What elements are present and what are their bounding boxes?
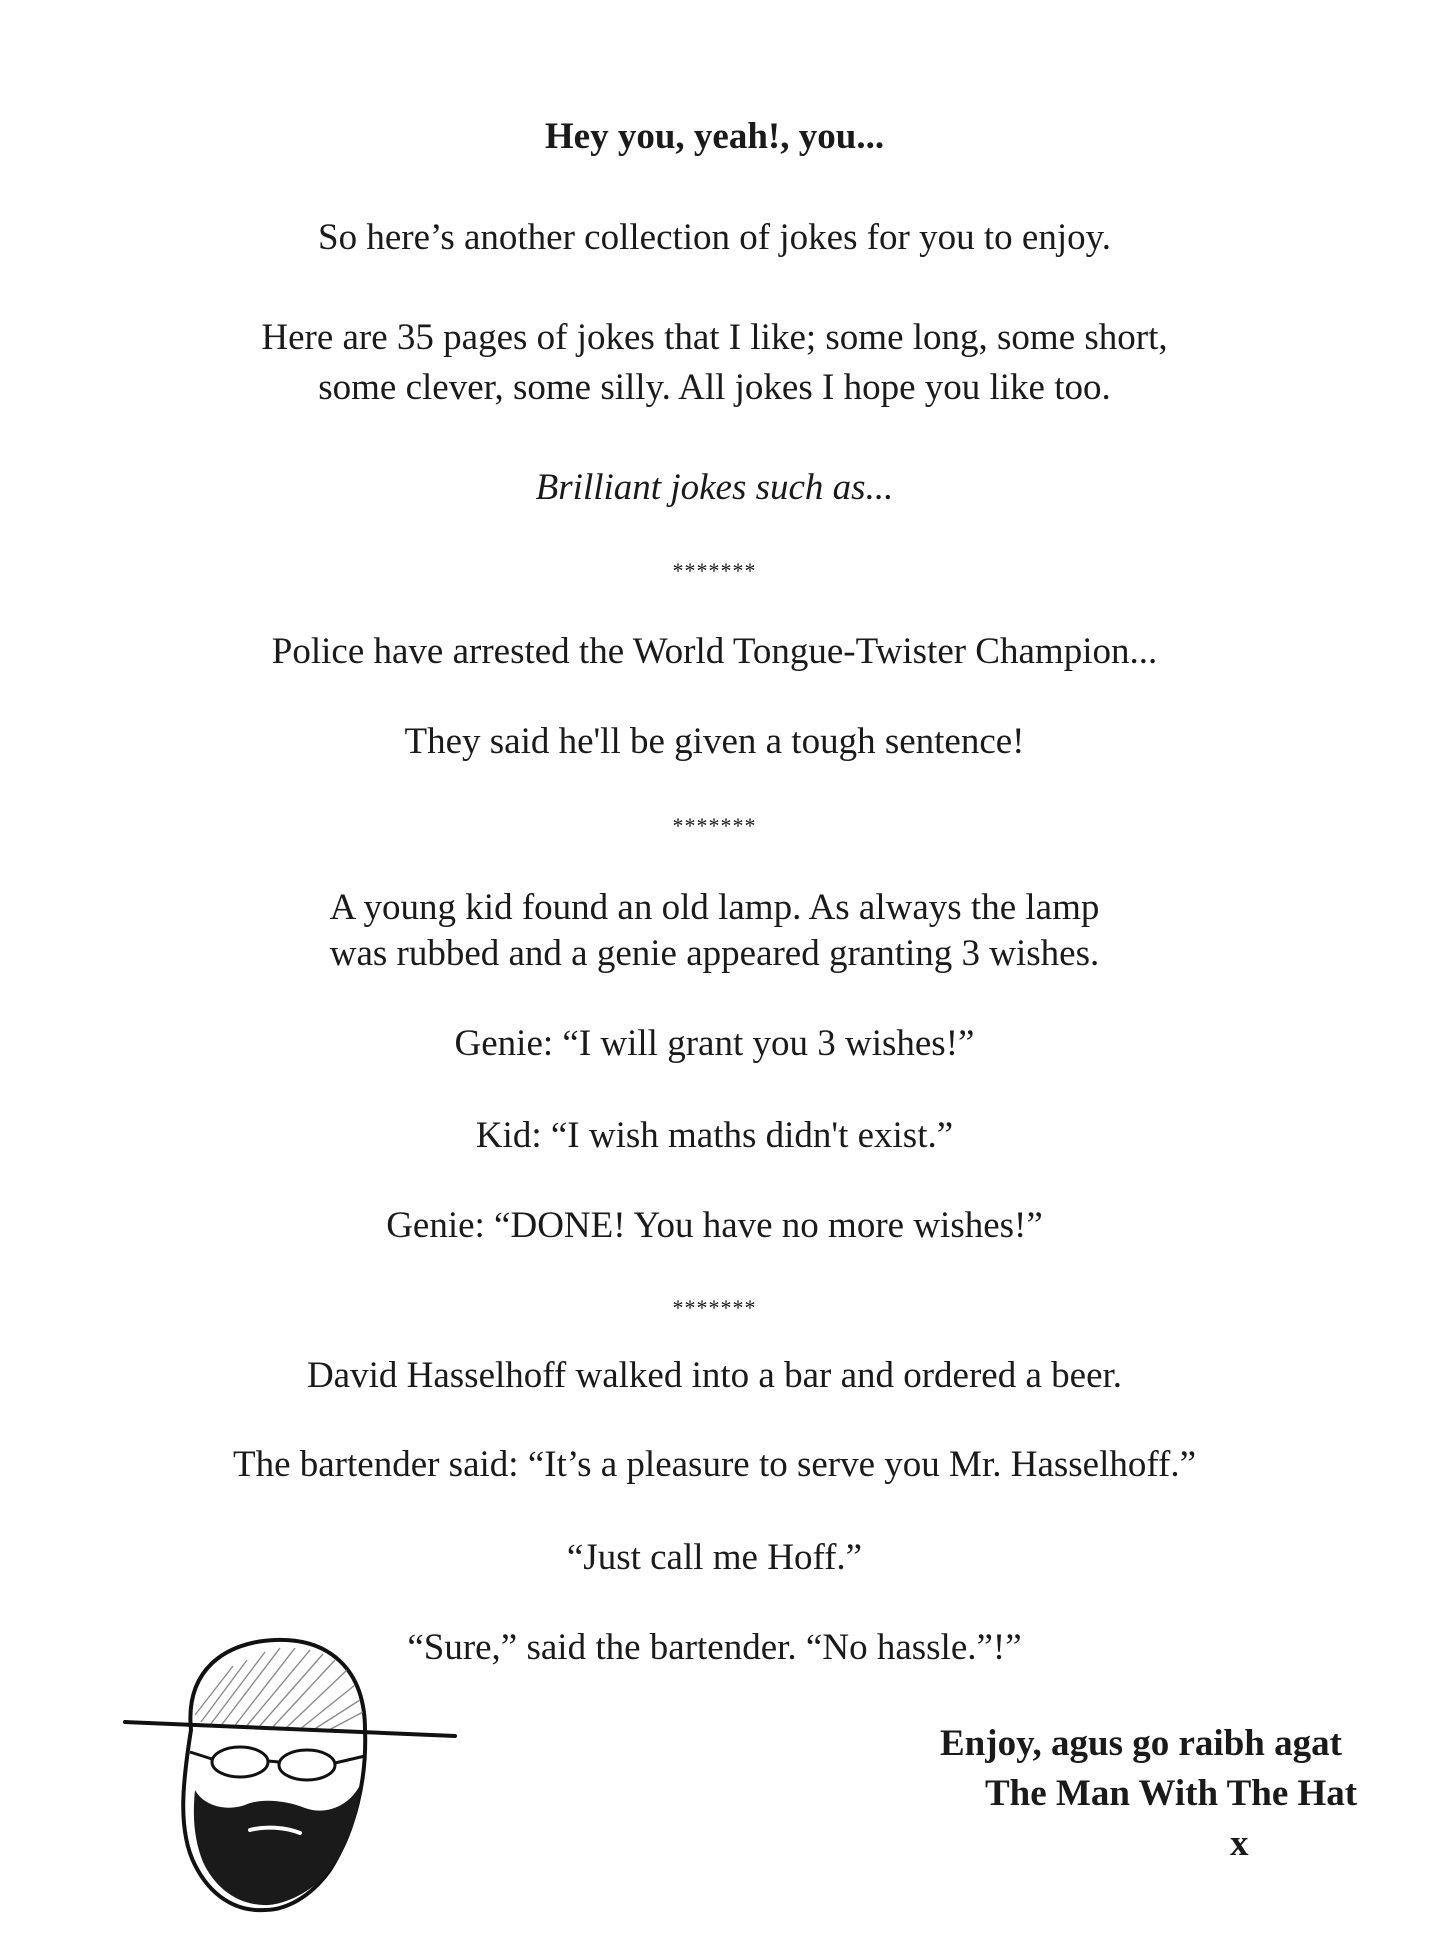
separator: ******* <box>672 1295 757 1320</box>
intro-description-line-1: Here are 35 pages of jokes that I like; some long, some short, <box>261 317 1168 358</box>
joke-2-line-2: was rubbed and a genie appeared granting 3 wishes. <box>329 933 1100 974</box>
joke-3-line-3: “Just call me Hoff.” <box>566 1537 863 1578</box>
separator: ******* <box>672 813 757 838</box>
joke-2-genie-2: Genie: “DONE! You have no more wishes!” <box>386 1205 1043 1246</box>
intro-description-line-2: some clever, some silly. All jokes I hope you like too. <box>318 367 1111 408</box>
signoff-line-3: x <box>1230 1823 1249 1864</box>
joke-2-line-1: A young kid found an old lamp. As always the lamp <box>329 887 1100 928</box>
separator: ******* <box>672 558 757 583</box>
heading: Hey you, yeah!, you... <box>544 116 885 157</box>
joke-3-line-2: The bartender said: “It’s a pleasure to serve you Mr. Hasselhoff.” <box>232 1444 1197 1485</box>
joke-3-line-4: “Sure,” said the bartender. “No hassle.”!” <box>407 1627 1022 1668</box>
joke-1-setup: Police have arrested the World Tongue-Twister Champion... <box>271 631 1158 672</box>
joke-1-punchline: They said he'll be given a tough sentence! <box>404 721 1025 762</box>
intro-text: So here’s another collection of jokes for you to enjoy. <box>318 217 1111 258</box>
signoff-line-2: The Man With The Hat <box>985 1773 1358 1814</box>
joke-2-kid: Kid: “I wish maths didn't exist.” <box>475 1115 954 1156</box>
teaser-text: Brilliant jokes such as... <box>535 467 894 508</box>
joke-3-line-1: David Hasselhoff walked into a bar and ordered a beer. <box>306 1355 1123 1396</box>
joke-2-genie-1: Genie: “I will grant you 3 wishes!” <box>454 1023 975 1064</box>
signoff-line-1: Enjoy, agus go raibh agat <box>940 1723 1342 1764</box>
man-with-hat-drawing-icon <box>115 1630 465 1930</box>
